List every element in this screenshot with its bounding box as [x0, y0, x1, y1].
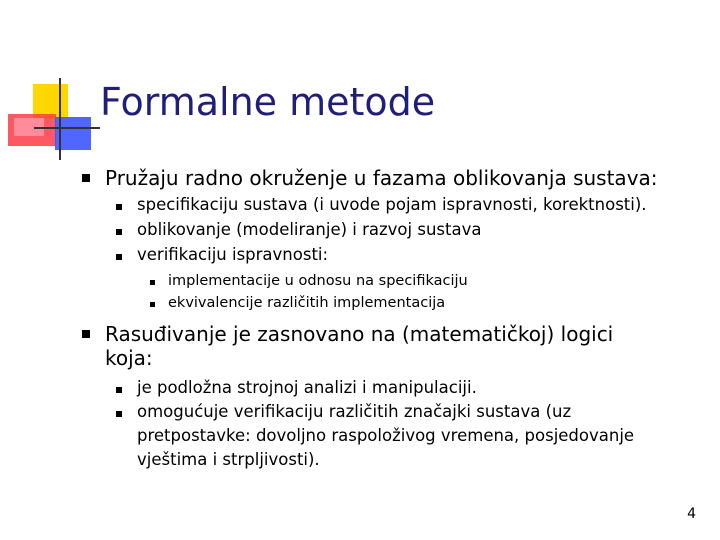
sub-bullet-marker — [116, 204, 122, 210]
sub-bullet-text: omogućuje verifikaciju različitih značajki sustava (uz — [137, 402, 572, 421]
sub-bullet-text: oblikovanje (modeliranje) i razvoj sustava — [137, 220, 482, 239]
sub-sub-bullet-text: ekvivalencije različitih implementacija — [168, 295, 446, 311]
sub-bullet-text-continuation: vještima i strpljivosti). — [137, 450, 320, 469]
page-number: 4 — [687, 506, 696, 522]
slide-title: Formalne metode — [100, 80, 436, 124]
sub-bullet-marker — [116, 387, 122, 393]
bullet-text-continuation: koja: — [105, 346, 153, 370]
bullet-marker — [82, 174, 90, 182]
bullet-text: Rasuđivanje je zasnovano na (matematičkoj) logici — [105, 322, 614, 346]
sub-bullet-text: specifikaciju sustava (i uvode pojam ispravnosti, korektnosti). — [137, 195, 647, 214]
sub-bullet-marker — [116, 254, 122, 260]
sub-bullet-text: je podložna strojnoj analizi i manipulaciji. — [137, 378, 477, 397]
sub-sub-bullet-marker — [150, 280, 155, 285]
sub-bullet-marker — [116, 229, 122, 235]
sub-bullet-text: verifikaciju ispravnosti: — [137, 245, 329, 264]
sub-sub-bullet-text: implementacije u odnosu na specifikaciju — [168, 273, 468, 289]
sub-bullet-marker — [116, 411, 122, 417]
sub-bullet-text-continuation: pretpostavke: dovoljno raspoloživog vremena, posjedovanje — [137, 426, 635, 445]
bullet-marker — [82, 330, 90, 338]
bullet-text: Pružaju radno okruženje u fazama oblikovanja sustava: — [105, 166, 658, 190]
sub-sub-bullet-marker — [150, 302, 155, 307]
